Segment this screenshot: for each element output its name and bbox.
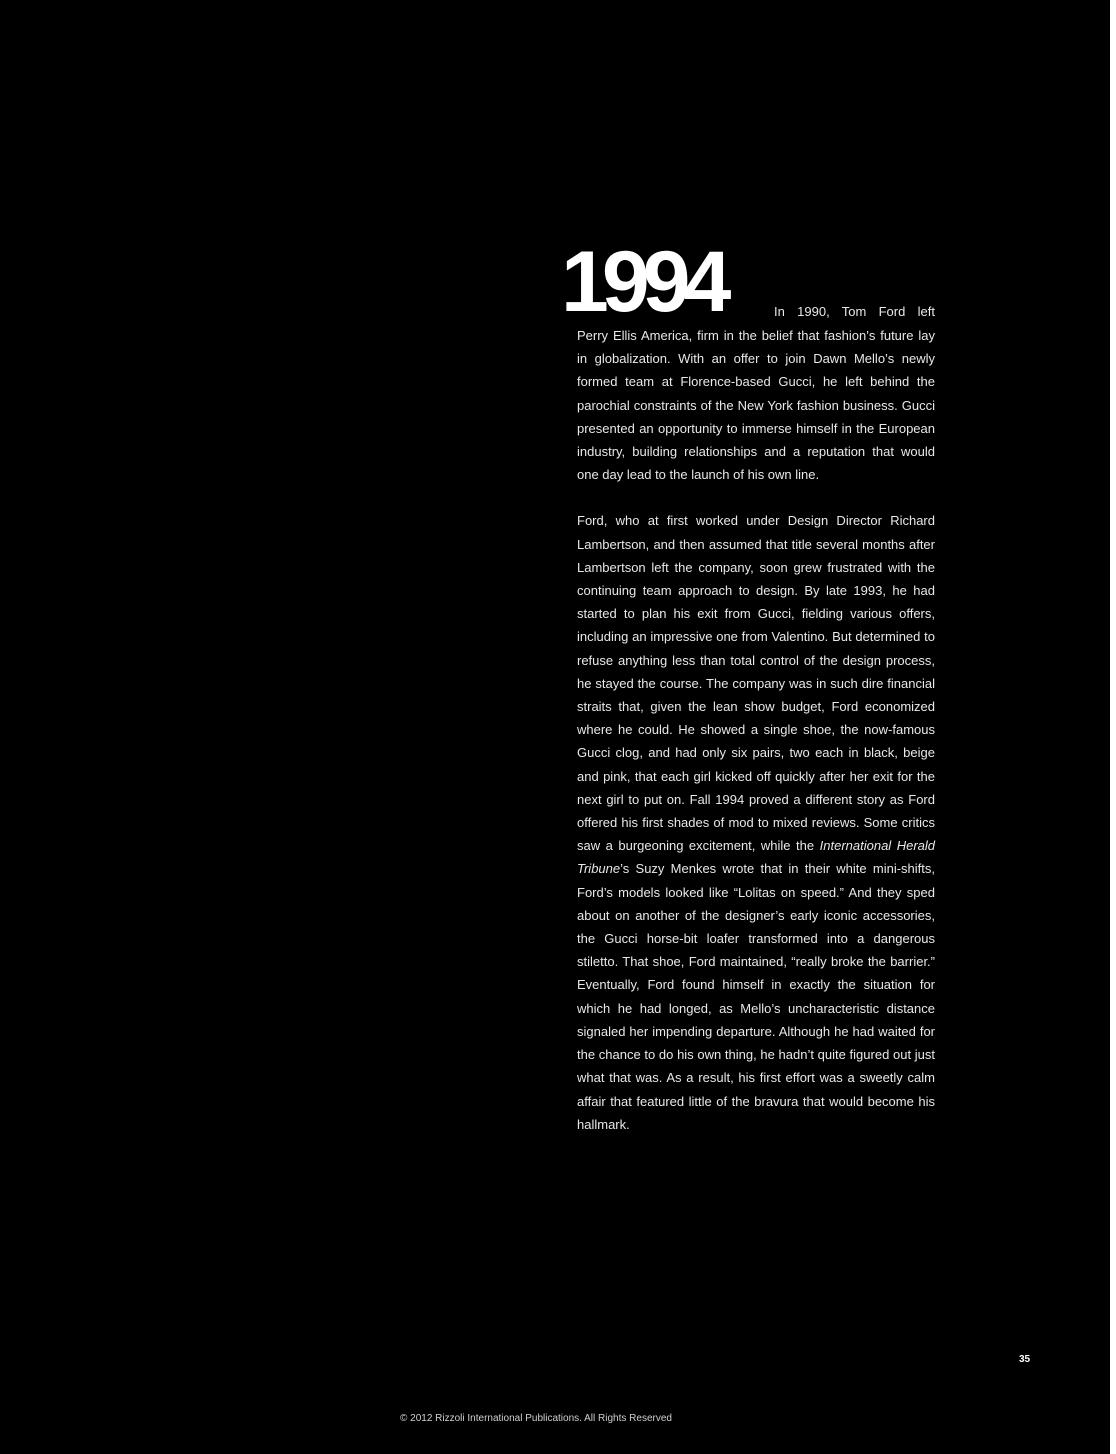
paragraph-2-text-a: Ford, who at first worked under Design Director Richard Lambertson, and then assumed that title several months after Lambertson left the company, soon grew frustrated with the continuing team approach to design. By late 1993, he had started to plan his exit from Gucci, fielding various offers, including an impressive one from Valentino. But determined to refuse anything less than total control of the design process, he stayed the course. The company was in such dire financial straits that, given the lean show budget, Ford economized where he could. He showed a single shoe, the now-famous Gucci clog, and had only six pairs, two each in black, beige and pink, that each girl kicked off quickly after her exit for the next girl to put on. Fall 1994 proved a different story as Ford offered his first shades of mod to mixed reviews. Some critics saw a burgeoning excitement, while the (577, 513, 935, 854)
paragraph-2 (577, 509, 935, 1135)
year-heading-line (561, 234, 935, 330)
article (561, 234, 935, 1136)
opening-line: In 1990, Tom Ford left (774, 304, 935, 319)
copyright-notice: © 2012 Rizzoli International Publications. All Rights Reserved (400, 1413, 672, 1424)
publication-title: International Herald Tribune (577, 838, 935, 877)
year-heading: 1994 (561, 234, 725, 330)
paragraph-2-text-b: ’s Suzy Menkes wrote that in their white mini-shifts, Ford’s models looked like “Lolitas on speed.” And they sped about on another of the designer’s early iconic accessories, the Gucci horse-bit loafer transformed into a dangerous stiletto. That shoe, Ford maintained, “really broke the barrier.” Eventually, Ford found himself in exactly the situation for which he had longed, as Mello’s uncharacteristic distance signaled her impending departure. Although he had waited for the chance to do his own thing, he hadn’t quite figured out just what that was. As a result, his first effort was a sweetly calm affair that featured little of the bravura that would become his hallmark. (577, 861, 935, 1132)
page-edge (1110, 0, 1116, 1454)
page-number: 35 (1019, 1354, 1031, 1365)
paragraph-1: Perry Ellis America, firm in the belief that fashion’s future lay in globalization. With an offer to join Dawn Mello’s newly formed team at Florence-based Gucci, he left behind the parochial constraints of the New York fashion business. Gucci presented an opportunity to immerse himself in the European industry, building relationships and a reputation that would one day lead to the launch of his own line. (577, 328, 935, 483)
